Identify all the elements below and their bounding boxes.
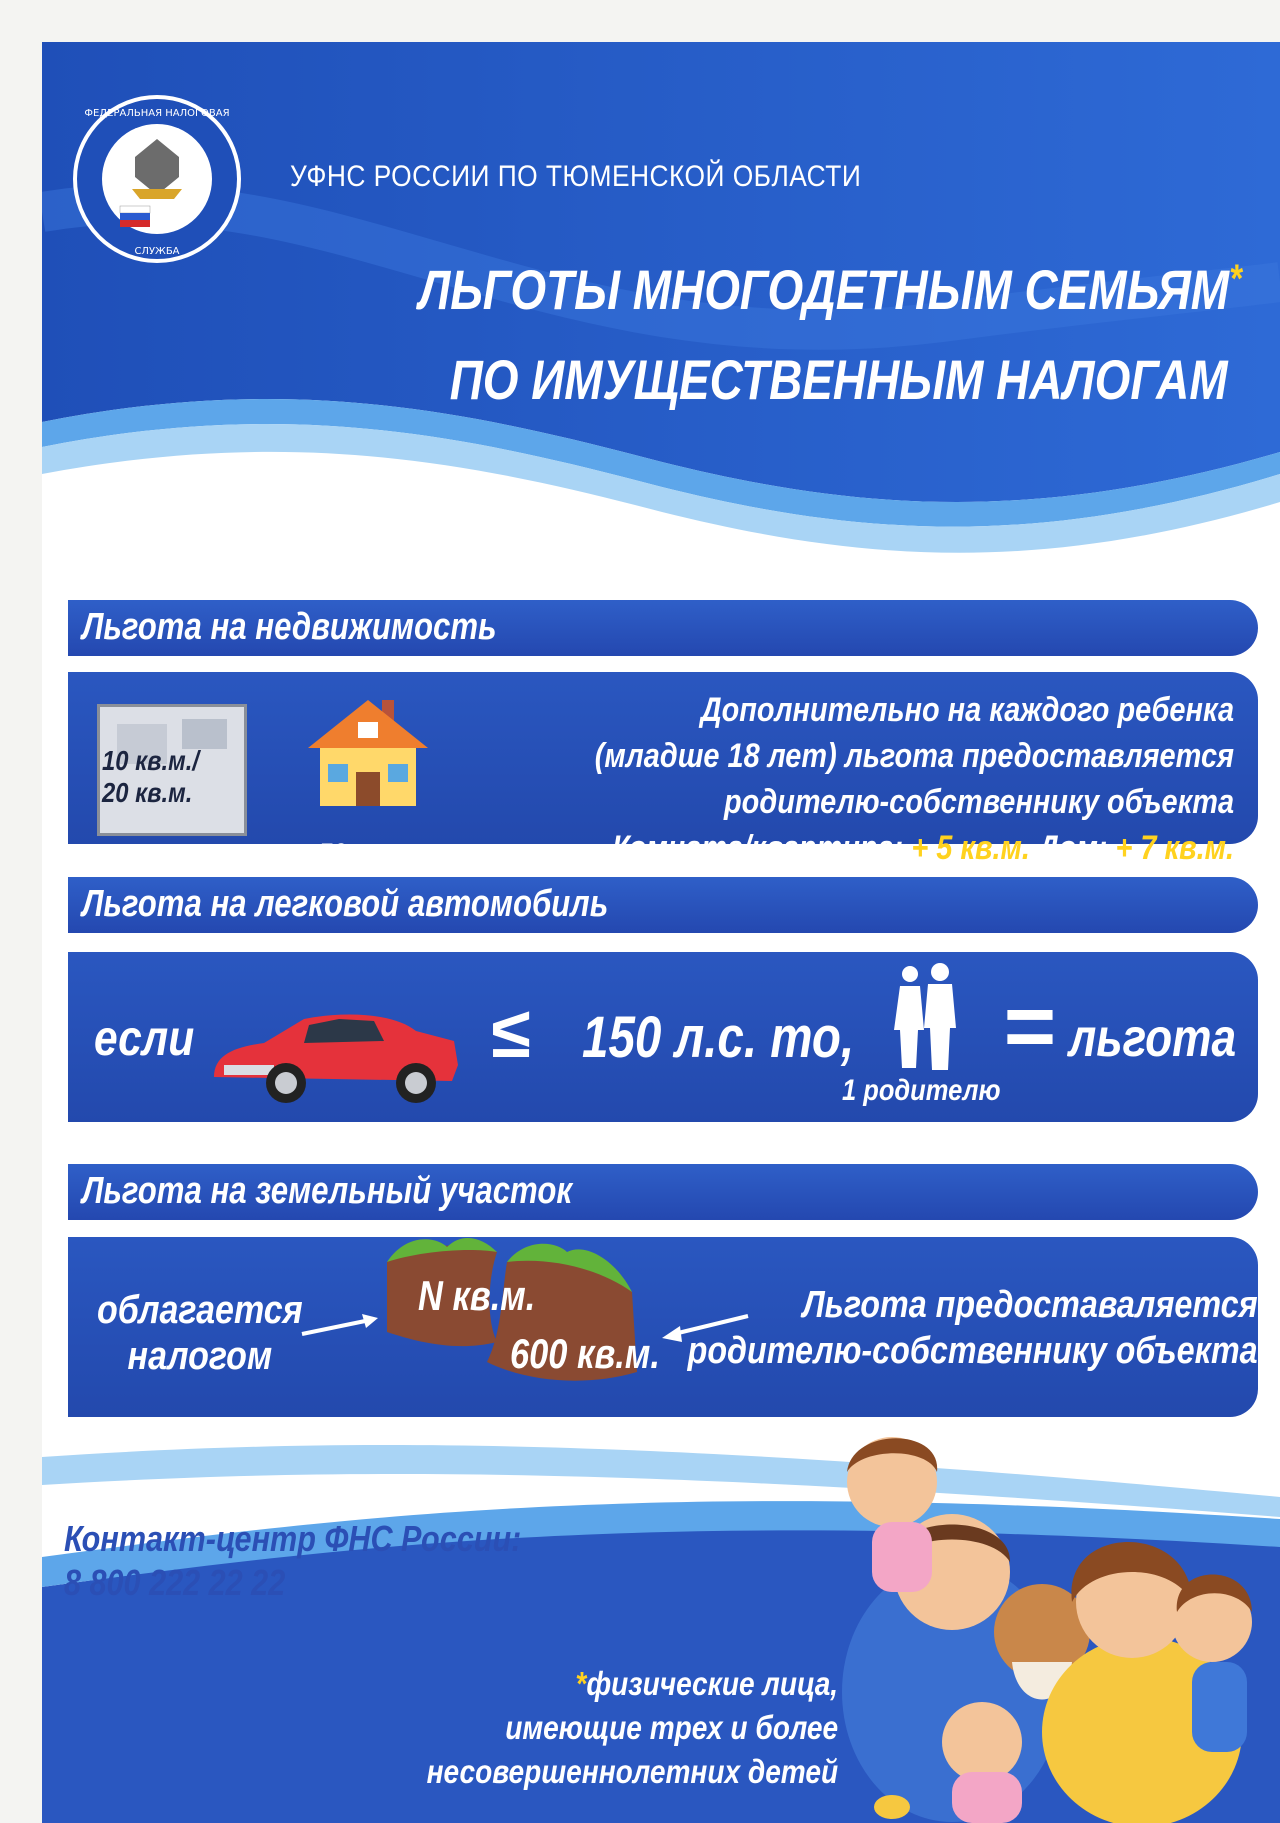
leaflet — [42, 42, 1280, 1823]
title-line-1: ЛЬГОТЫ МНОГОДЕТНЫМ СЕМЬЯМ* — [418, 257, 1242, 321]
car-parent-note: 1 родителю — [842, 1074, 1001, 1107]
title-asterisk: * — [1229, 257, 1242, 301]
contact-label: Контакт-центр ФНС России: — [64, 1518, 522, 1559]
svg-text:ФЕДЕРАЛЬНАЯ НАЛОГОВАЯ: ФЕДЕРАЛЬНАЯ НАЛОГОВАЯ — [84, 108, 230, 119]
equals-sign: = — [1002, 977, 1055, 1077]
fns-logo — [72, 94, 242, 264]
family-illustration — [832, 1412, 1280, 1823]
contact-center — [64, 1517, 521, 1605]
agency-name: УФНС РОССИИ ПО ТЮМЕНСКОЙ ОБЛАСТИ — [290, 160, 862, 193]
realty-description: Дополнительно на каждого ребенка (младше 18 лет) льгота предоставляется родителю-собственнику объекта Комната/квартира: + 5 кв.м. Дом: + 7 кв.м. — [594, 691, 1234, 867]
section-heading-land: Льгота на земельный участок — [68, 1164, 1258, 1220]
section-heading-realty: Льгота на недвижимость — [68, 600, 1258, 656]
land-description: Льгота предоставаляется родителю-собственнику объекта — [687, 1284, 1258, 1372]
house-bonus: + 7 кв.м. — [1115, 829, 1234, 867]
footnote-asterisk: * — [575, 1665, 587, 1702]
parents-icon — [888, 962, 960, 1072]
section-heading-car: Льгота на легковой автомобиль — [68, 877, 1258, 933]
land-free-area: 600 кв.м. — [510, 1330, 660, 1377]
footnote: *физические лица, имеющие трех и более несовершеннолетних детей — [426, 1665, 838, 1790]
room-bonus: + 5 кв.м. — [911, 829, 1030, 867]
less-or-equal-sign: ≤ — [490, 993, 530, 1073]
contact-phone: 8 800 222 22 22 — [64, 1562, 286, 1603]
land-n-area: N кв.м. — [418, 1272, 536, 1319]
title-line-2: ПО ИМУЩЕСТВЕННЫМ НАЛОГАМ — [450, 348, 1228, 411]
house-icon — [304, 692, 432, 812]
car-power: 150 л.с. то, — [582, 1005, 855, 1070]
car-if: если — [94, 1010, 195, 1066]
house-area: 50 кв.м. — [318, 838, 415, 871]
land-taxed: облагается налогом — [97, 1288, 303, 1378]
svg-text:СЛУЖБА: СЛУЖБА — [134, 246, 180, 257]
arrow-right-icon — [300, 1310, 380, 1340]
apartment-area: 10 кв.м./ 20 кв.м. — [102, 745, 199, 808]
car-result: льгота — [1068, 1008, 1236, 1068]
car-icon — [204, 1007, 466, 1107]
